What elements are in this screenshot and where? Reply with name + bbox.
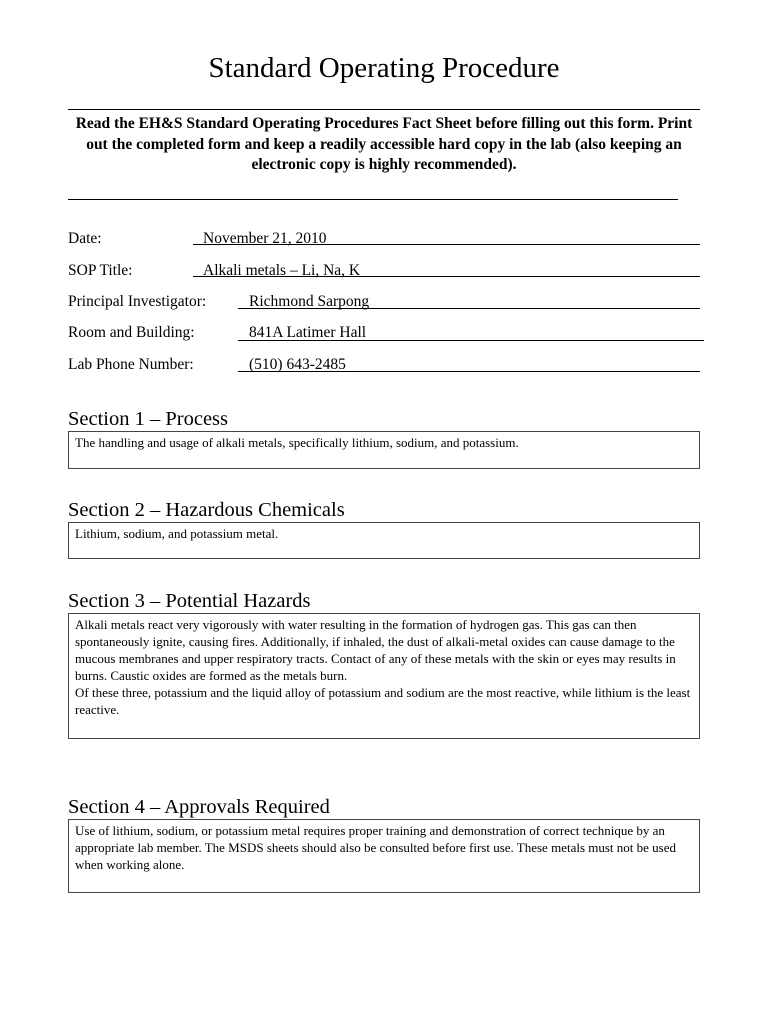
section-1-content: The handling and usage of alkali metals, specifically lithium, sodium, and potassium. — [68, 431, 700, 469]
sop-title-underline — [193, 276, 700, 277]
section-4-content: Use of lithium, sodium, or potassium metal requires proper training and demonstration of correct technique by an appropriate lab member. The MSDS sheets should also be consulted before first use. These metals must not be used when working alone. — [68, 819, 700, 893]
sop-title-value: Alkali metals – Li, Na, K — [203, 262, 361, 279]
top-divider — [68, 109, 700, 110]
intro-instructions: Read the EH&S Standard Operating Procedures Fact Sheet before filling out this form. Print out the completed form and keep a readily accessible hard copy in the lab (also keeping an electronic copy is highly recommended). — [75, 115, 693, 173]
room-building-underline — [238, 340, 704, 341]
section-2-content: Lithium, sodium, and potassium metal. — [68, 522, 700, 559]
page-title: Standard Operating Procedure — [208, 52, 560, 84]
principal-investigator-label: Principal Investigator: — [68, 293, 207, 310]
section-3-heading: Section 3 – Potential Hazards — [68, 590, 311, 612]
lab-phone-value: (510) 643-2485 — [249, 356, 346, 373]
date-value: November 21, 2010 — [203, 230, 327, 247]
room-building-value: 841A Latimer Hall — [249, 324, 367, 341]
section-2-heading: Section 2 – Hazardous Chemicals — [68, 499, 345, 521]
principal-investigator-underline — [238, 308, 700, 309]
section-4-heading: Section 4 – Approvals Required — [68, 796, 330, 818]
lab-phone-label: Lab Phone Number: — [68, 356, 194, 373]
intro-divider — [68, 199, 678, 200]
section-1-heading: Section 1 – Process — [68, 408, 228, 430]
date-label: Date: — [68, 230, 102, 247]
sop-title-label: SOP Title: — [68, 262, 133, 279]
room-building-label: Room and Building: — [68, 324, 195, 341]
lab-phone-underline — [238, 371, 700, 372]
date-underline — [193, 244, 700, 245]
section-3-content: Alkali metals react very vigorously with water resulting in the formation of hydrogen gas. This gas can then spontaneously ignite, causing fires. Additionally, if inhaled, the dust of alkali-metal oxides can cause damage to the mucous membranes and upper respiratory tracts. Contact of any of these metals with the skin or eyes may results in burns. Caustic oxides are formed as the metals burn. Of these three, potassium and the liquid alloy of potassium and sodium are the most reactive, while lithium is the least reactive. — [68, 613, 700, 739]
principal-investigator-value: Richmond Sarpong — [249, 293, 370, 310]
